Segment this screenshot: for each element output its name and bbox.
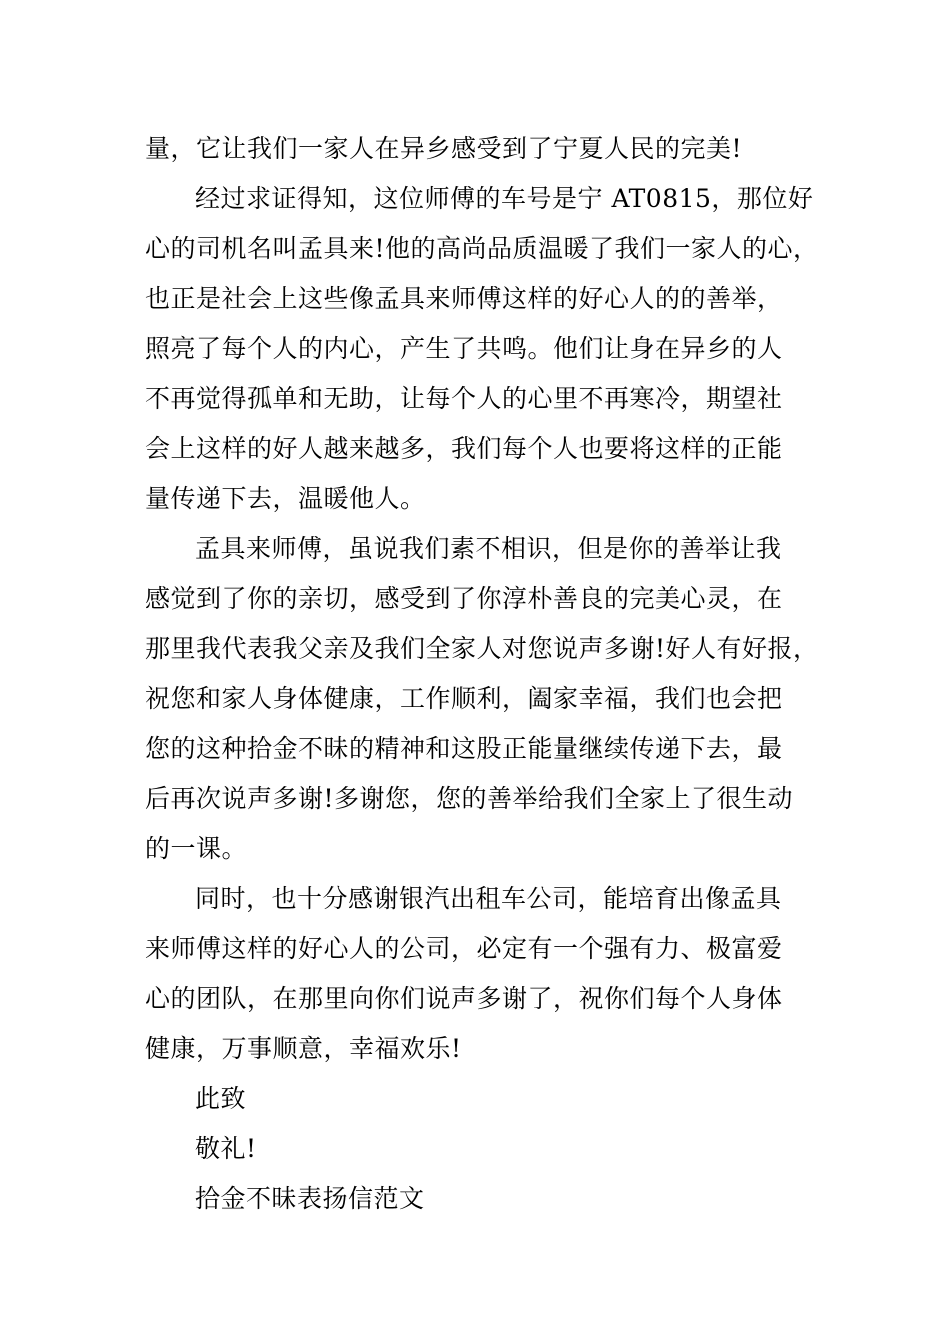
text-line: 健康，万事顺意，幸福欢乐!	[145, 1034, 462, 1063]
closing-salutation: 此致	[195, 1084, 247, 1113]
closing-regards: 敬礼!	[195, 1134, 257, 1163]
text-line: 会上这样的好人越来越多，我们每个人也要将这样的正能	[145, 434, 783, 463]
text-line: 您的这种拾金不昧的精神和这股正能量继续传递下去，最	[145, 734, 783, 763]
letter-body	[145, 124, 825, 1224]
text-line: 同时，也十分感谢银汽出租车公司，能培育出像孟具	[195, 884, 782, 913]
text-line: 感觉到了你的亲切，感受到了你淳朴善良的完美心灵，在	[145, 584, 783, 613]
text-line: 的一课。	[145, 834, 248, 863]
text-line: 也正是社会上这些像孟具来师傅这样的好心人的的善举，	[145, 284, 783, 313]
text-line: 后再次说声多谢!多谢您，您的善举给我们全家上了很生动	[145, 784, 794, 813]
text-line: 心的团队，在那里向你们说声多谢了，祝你们每个人身体	[145, 984, 783, 1013]
text-line: 祝您和家人身体健康，工作顺利，阖家幸福，我们也会把	[145, 684, 783, 713]
document-title-footer: 拾金不昧表扬信范文	[195, 1184, 425, 1213]
text-line: 照亮了每个人的内心，产生了共鸣。他们让身在异乡的人	[145, 334, 783, 363]
text-line: 经过求证得知，这位师傅的车号是宁 AT0815，那位好	[195, 184, 814, 213]
text-line: 心的司机名叫孟具来!他的高尚品质温暖了我们一家人的心，	[145, 234, 819, 263]
text-line: 那里我代表我父亲及我们全家人对您说声多谢!好人有好报，	[145, 634, 819, 663]
text-line: 量，它让我们一家人在异乡感受到了宁夏人民的完美!	[145, 134, 743, 163]
text-line: 不再觉得孤单和无助，让每个人的心里不再寒冷，期望社	[145, 384, 783, 413]
text-line: 量传递下去，温暖他人。	[145, 484, 426, 513]
text-line: 孟具来师傅，虽说我们素不相识，但是你的善举让我	[195, 534, 782, 563]
text-line: 来师傅这样的好心人的公司，必定有一个强有力、极富爱	[145, 934, 783, 963]
